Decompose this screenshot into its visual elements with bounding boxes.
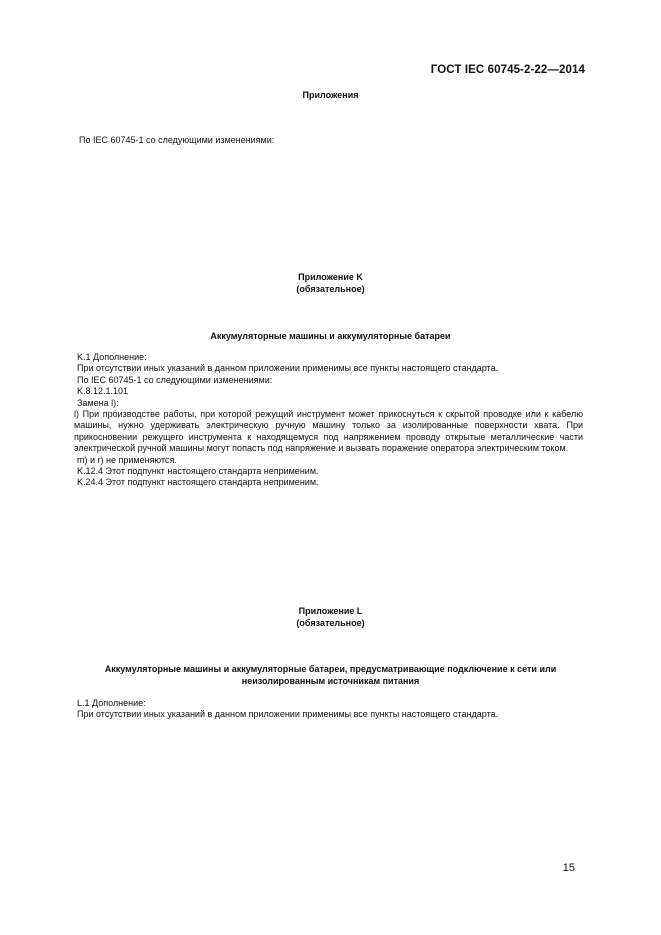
annex-k-line: Замена l): bbox=[77, 397, 119, 408]
annex-l-heading-line1: Аккумуляторные машины и аккумуляторные батареи, предусматривающие подключение к сети или bbox=[104, 664, 557, 674]
annex-l-title: Приложение L bbox=[298, 606, 363, 616]
annex-k-heading: Аккумуляторные машины и аккумуляторные батареи bbox=[210, 331, 451, 341]
annex-l-line: При отсутствии иных указаний в данном приложении применимы все пункты настоящего стандарта. bbox=[77, 709, 499, 720]
annex-l-status: (обязательное) bbox=[296, 618, 365, 628]
annex-k-status: (обязательное) bbox=[296, 284, 365, 294]
appendices-title: Приложения bbox=[302, 90, 359, 100]
page-number: 15 bbox=[562, 862, 575, 874]
annex-k-line: По IEC 60745-1 со следующими изменениями: bbox=[77, 374, 273, 385]
annex-l-heading-line2: неизолированным источникам питания bbox=[241, 676, 420, 686]
annex-k-line: K.24.4 Этот подпункт настоящего стандарта неприменим. bbox=[77, 477, 319, 488]
annex-k-line: При отсутствии иных указаний в данном приложении применимы все пункты настоящего стандарта. bbox=[77, 363, 499, 374]
annex-k-line: K.8.12.1.101 bbox=[77, 386, 129, 397]
annex-k-title: Приложение K bbox=[298, 272, 363, 282]
standard-id: ГОСТ IEC 60745-2-22—2014 bbox=[430, 64, 585, 76]
annex-k-paragraph-l: l) При производстве работы, при которой режущий инструмент может прикоснуться к скрытой проводке или к кабелю машины, нужно удерживать электрическую ручную машину только за изолированные поверхности хвата. При прикосновении режущего инструмента к находящемуся под напряжением проводу открытые металлические части электрической ручной машины могут попасть под напряжение и вызвать поражение оператора электрическим током. bbox=[74, 409, 583, 454]
annex-k-line: K.12.4 Этот подпункт настоящего стандарта неприменим. bbox=[77, 466, 319, 477]
annex-k-line: K.1 Дополнение: bbox=[77, 352, 147, 362]
annex-l-line: L.1 Дополнение: bbox=[77, 698, 146, 708]
annex-l-body bbox=[77, 698, 583, 721]
annex-k-body bbox=[74, 352, 583, 489]
annex-k-line: m) и r) не применяются. bbox=[77, 454, 177, 465]
appendices-intro: По IEC 60745-1 со следующими изменениями: bbox=[79, 135, 275, 145]
